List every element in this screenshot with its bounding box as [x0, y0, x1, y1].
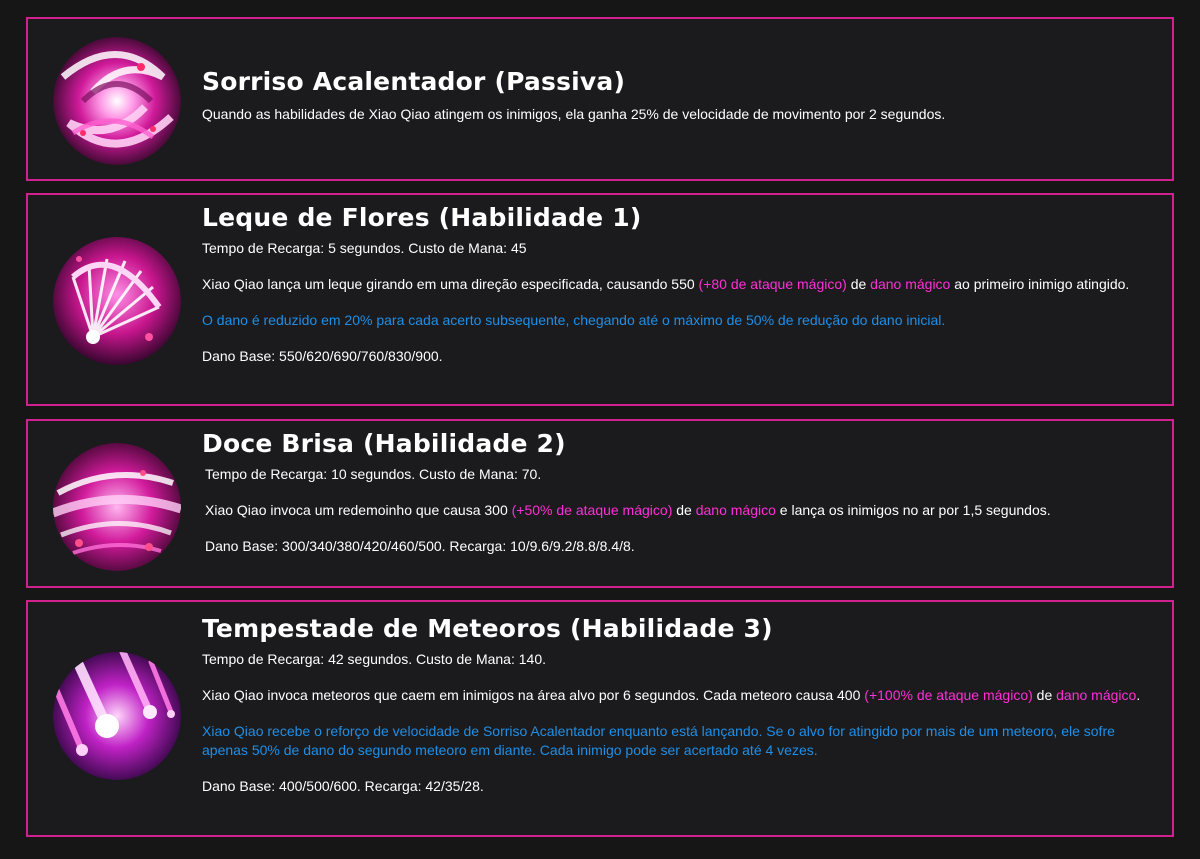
skill-card-1: [26, 193, 1174, 406]
skill-description: [202, 275, 1146, 294]
skill-description: [202, 501, 1146, 520]
skill-description: [202, 686, 1146, 705]
skill-title: Sorriso Acalentador (Passiva): [202, 67, 626, 96]
desc-text: Xiao Qiao invoca um redemoinho que causa 300: [205, 502, 512, 518]
magic-damage: dano mágico: [1056, 687, 1137, 703]
desc-text: Xiao Qiao invoca meteoros que caem em inimigos na área alvo por 6 segundos. Cada meteoro causa 400: [202, 687, 865, 703]
skill-base-damage: Dano Base: 300/340/380/420/460/500. Recarga: 10/9.6/9.2/8.8/8.4/8.: [205, 538, 635, 554]
skill-title: Doce Brisa (Habilidade 2): [202, 429, 566, 458]
skill-content: [202, 612, 1146, 796]
meteor-shower-icon: [53, 652, 181, 780]
skill-content: [202, 427, 1146, 556]
desc-text: de: [846, 276, 871, 292]
skill-description: Quando as habilidades de Xiao Qiao atingem os inimigos, ela ganha 25% de velocidade de movimento por 2 segundos.: [202, 106, 946, 122]
magic-scaling: (+80 de ataque mágico): [698, 276, 847, 292]
desc-text: e lança os inimigos no ar por 1,5 segundos.: [775, 502, 1051, 518]
magic-scaling: (+50% de ataque mágico): [511, 502, 673, 518]
folding-fan-icon: [53, 237, 181, 365]
desc-text: de: [1032, 687, 1057, 703]
magic-scaling: (+100% de ataque mágico): [864, 687, 1033, 703]
skill-cooldown: Tempo de Recarga: 10 segundos. Custo de Mana: 70.: [205, 466, 542, 482]
skill-cooldown: Tempo de Recarga: 5 segundos. Custo de Mana: 45: [202, 240, 527, 256]
skill-base-damage: Dano Base: 550/620/690/760/830/900.: [202, 348, 443, 364]
skill-card-2: [26, 419, 1174, 588]
skill-content: [202, 201, 1146, 366]
swirl-vortex-icon: [53, 37, 181, 165]
magic-damage: dano mágico: [870, 276, 951, 292]
skill-card-3: [26, 600, 1174, 837]
skill-card-passive: [26, 17, 1174, 181]
skill-title: Leque de Flores (Habilidade 1): [202, 203, 642, 232]
skill-cooldown: Tempo de Recarga: 42 segundos. Custo de Mana: 140.: [202, 651, 546, 667]
skill-title: Tempestade de Meteoros (Habilidade 3): [202, 614, 773, 643]
desc-text: ao primeiro inimigo atingido.: [950, 276, 1130, 292]
desc-text: Xiao Qiao lança um leque girando em uma direção especificada, causando 550: [202, 276, 699, 292]
skill-note: Xiao Qiao recebe o reforço de velocidade de Sorriso Acalentador enquanto está lançando. Se o alvo for atingido por mais de um meteoro, ele sofre apenas 50% de dano do segundo meteoro em diante. Cada inimigo pode ser acertado até 4 vezes.: [202, 723, 1115, 758]
desc-text: de: [672, 502, 696, 518]
skill-note: O dano é reduzido em 20% para cada acerto subsequente, chegando até o máximo de 50% de redução do dano inicial.: [202, 312, 946, 328]
skill-content: [202, 65, 1146, 124]
magic-damage: dano mágico: [695, 502, 776, 518]
wind-breeze-icon: [53, 443, 181, 571]
skill-base-damage: Dano Base: 400/500/600. Recarga: 42/35/28.: [202, 778, 484, 794]
desc-text: .: [1136, 687, 1141, 703]
